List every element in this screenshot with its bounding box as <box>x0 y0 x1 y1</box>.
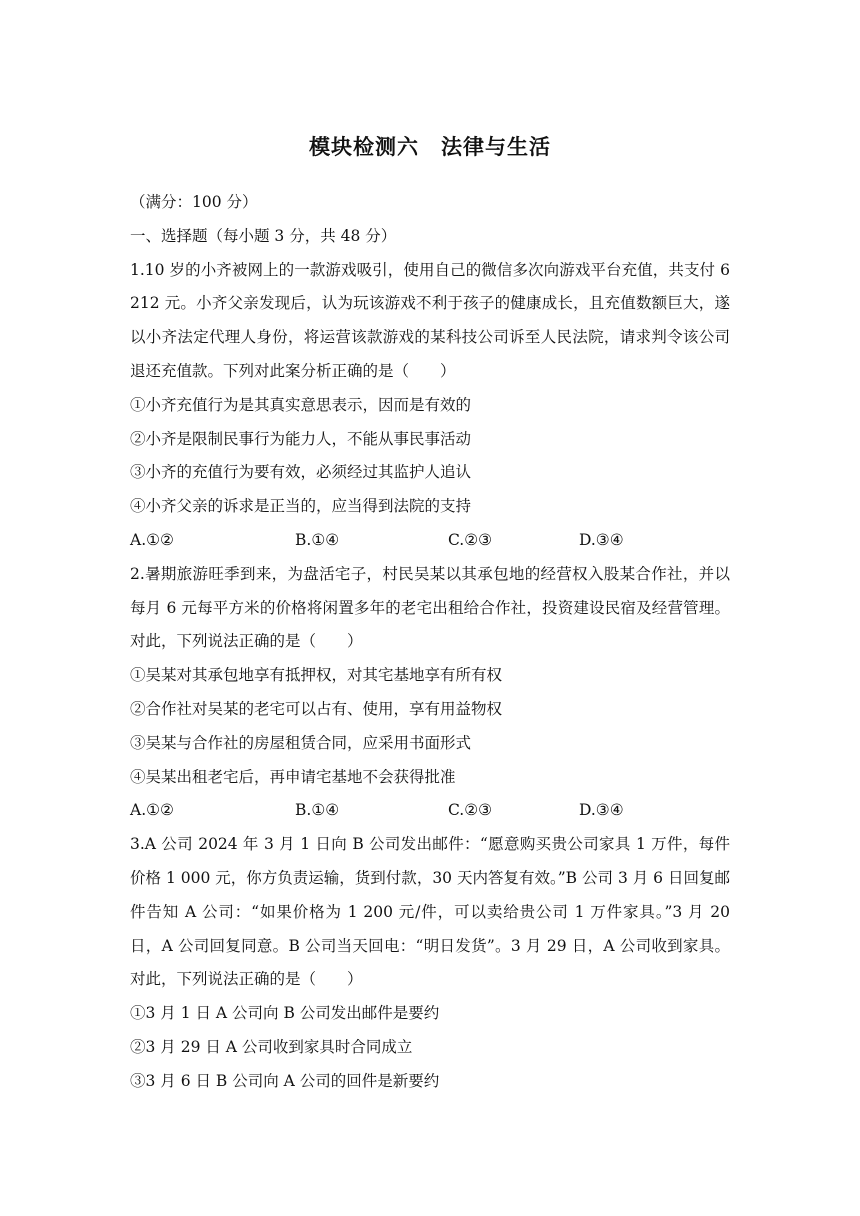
question-1-statement-3: ③小齐的充值行为要有效，必须经过其监护人追认 <box>130 463 472 482</box>
question-1-stem: 1.10 岁的小齐被网上的一款游戏吸引，使用自己的微信多次向游戏平台充值，共支付 6 212 元。小齐父亲发现后，认为玩该游戏不利于孩子的健康成长，且充值数额巨大，遂以小齐法定代理人身份，将运营该款游戏的某科技公司诉至人民法院，请求判令该公司退还充值款。下列对此案分析正确的是（ ） <box>130 260 730 380</box>
page-title: 模块检测六 法律与生活 <box>309 135 551 159</box>
question-3-statement-3: ③3 月 6 日 B 公司向 A 公司的回件是新要约 <box>130 1071 440 1090</box>
question-3-stem: 3.A 公司 2024 年 3 月 1 日向 B 公司发出邮件：“愿意购买贵公司家具 1 万件，每件价格 1 000 元，你方负责运输，货到付款，30 天内答复有效。”B 公司 3 月 6 日回复邮件告知 A 公司：“如果价格为 1 200 元/件，可以卖给贵公司 1 万件家具。”3 月 20 日，A 公司回复同意。B 公司当天回电：“明日发货”。3 月 29 日，A 公司收到家具。对此，下列说法正确的是（ ） <box>130 835 730 989</box>
question-content <box>130 186 730 1099</box>
question-2-statement-3: ③吴某与合作社的房屋租赁合同，应采用书面形式 <box>130 733 472 752</box>
score-note: （满分：100 分） <box>130 193 258 211</box>
question-1-statement-2: ②小齐是限制民事行为能力人，不能从事民事活动 <box>130 429 472 448</box>
question-2-statement-2: ②合作社对吴某的老宅可以占有、使用，享有用益物权 <box>130 699 503 718</box>
question-2-stem: 2.暑期旅游旺季到来，为盘活宅子，村民吴某以其承包地的经营权入股某合作社，并以每月 6 元每平方米的价格将闲置多年的老宅出租给合作社，投资建设民宿及经营管理。对此，下列说法正确的是（ ） <box>130 564 730 651</box>
question-1-options <box>130 524 730 558</box>
option-d: D.③④ <box>579 530 624 549</box>
question-3-statement-2: ②3 月 29 日 A 公司收到家具时合同成立 <box>130 1037 413 1056</box>
question-2-statement-1: ①吴某对其承包地享有抵押权，对其宅基地享有所有权 <box>130 666 503 685</box>
option-b: B.①④ <box>295 801 340 820</box>
option-c: C.②③ <box>448 530 493 549</box>
option-a: A.①② <box>130 530 174 549</box>
question-3-statement-1: ①3 月 1 日 A 公司向 B 公司发出邮件是要约 <box>130 1004 440 1023</box>
option-b: B.①④ <box>295 530 340 549</box>
option-a: A.①② <box>130 801 174 820</box>
section-heading: 一、选择题（每小题 3 分，共 48 分） <box>130 226 397 245</box>
option-d: D.③④ <box>579 801 624 820</box>
question-2-options <box>130 794 730 828</box>
question-1-statement-4: ④小齐父亲的诉求是正当的，应当得到法院的支持 <box>130 497 472 516</box>
option-c: C.②③ <box>448 801 493 820</box>
question-2-statement-4: ④吴某出租老宅后，再申请宅基地不会获得批准 <box>130 767 456 786</box>
question-1-statement-1: ①小齐充值行为是其真实意思表示，因而是有效的 <box>130 395 472 414</box>
